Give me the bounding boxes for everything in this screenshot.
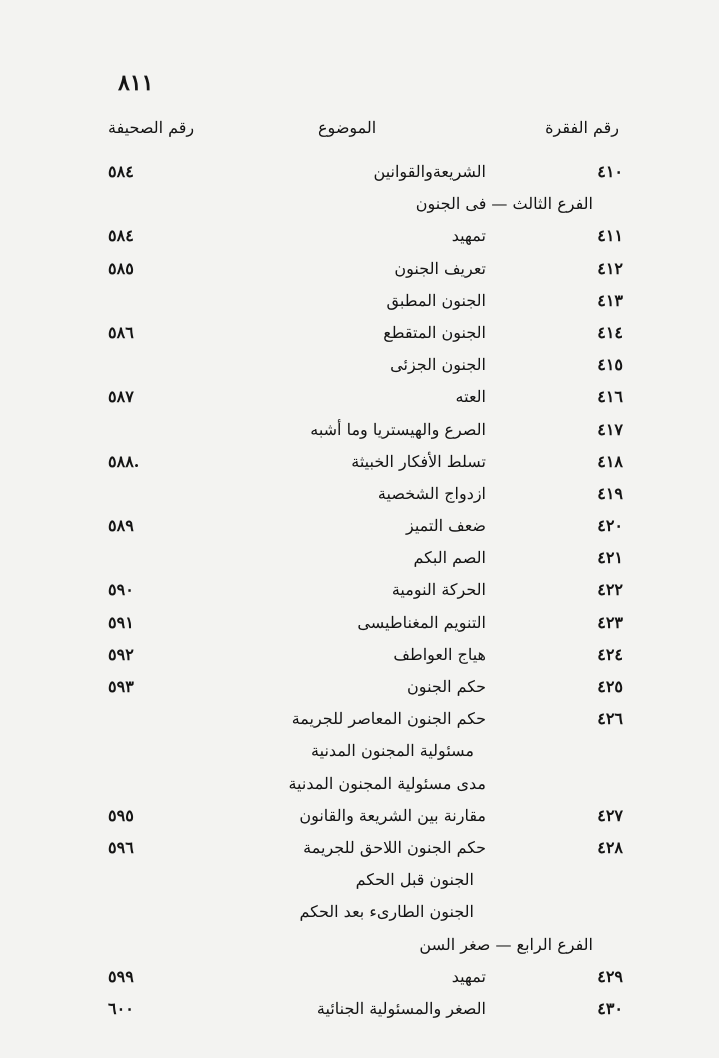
topic-title: مقارنة بين الشريعة والقانون <box>299 805 486 825</box>
subtopic-title: مسئولية المجنون المدنية <box>311 741 474 761</box>
toc-row <box>0 514 719 546</box>
toc-row <box>0 836 719 868</box>
toc-row <box>0 804 719 836</box>
paragraph-number: ٤١١ <box>597 226 623 246</box>
paragraph-number: ٤١٨ <box>597 451 623 471</box>
topic-title: الصرع والهيستريا وما أشبه <box>310 419 486 439</box>
paragraph-number: ٤٢٧ <box>597 805 623 825</box>
header-page-number: رقم الصحيفة <box>108 118 195 137</box>
page-reference: ٥٩٥ <box>108 805 134 825</box>
toc-row <box>0 418 719 450</box>
topic-title: ضعف التميز <box>405 516 486 536</box>
page-reference: ٥٨٥ <box>108 258 134 278</box>
topic-title: تمهيد <box>451 966 486 986</box>
topic-title: حكم الجنون المعاصر للجريمة <box>291 709 486 729</box>
paragraph-number: ٤١٣ <box>597 290 623 310</box>
subtopic-title: مدى مسئولية المجنون المدنية <box>288 773 486 793</box>
paragraph-number: ٤١٠ <box>597 162 623 181</box>
page-reference: ٥٩٩ <box>108 966 134 986</box>
paragraph-number: ٤٢٦ <box>597 709 623 729</box>
page-reference: ٥٨٦ <box>108 322 134 342</box>
toc-subtopic <box>0 739 719 771</box>
page-reference: ٥٩٠ <box>108 580 134 600</box>
paragraph-number: ٤١٦ <box>597 387 623 407</box>
topic-title: حكم الجنون اللاحق للجريمة <box>303 837 486 857</box>
paragraph-number: ٤٢٩ <box>597 966 623 986</box>
paragraph-number: ٤١٥ <box>597 355 623 375</box>
toc-subtopic <box>0 868 719 900</box>
toc-row <box>0 546 719 578</box>
subtopic-title: الجنون قبل الحكم <box>355 870 474 890</box>
topic-title: الجنون المطبق <box>386 290 486 310</box>
topic-title: الشريعةوالقوانين <box>373 162 486 181</box>
toc-row <box>0 611 719 643</box>
topic-title: الجنون الجزئى <box>390 355 486 375</box>
topic-title: تمهيد <box>451 226 486 246</box>
toc-subtopic <box>0 900 719 932</box>
page-reference: ٥٩٦ <box>108 837 134 857</box>
paragraph-number: ٤١٢ <box>597 258 623 278</box>
paragraph-number: ٤١٤ <box>597 322 623 342</box>
topic-title: ازدواج الشخصية <box>377 483 486 503</box>
page-reference: ٥٨٧ <box>108 387 134 407</box>
toc-row <box>0 965 719 997</box>
toc-row <box>0 321 719 353</box>
paragraph-number: ٤٢٨ <box>597 837 623 857</box>
toc-row <box>0 997 719 1029</box>
paragraph-number: ٤٢١ <box>597 548 623 568</box>
topic-title: حكم الجنون <box>407 677 486 696</box>
subtopic-title: الجنون الطارىء بعد الحكم <box>299 902 474 922</box>
page-reference: ٥٩٣ <box>108 677 134 696</box>
toc-row <box>0 675 719 707</box>
header-paragraph-number: رقم الفقرة <box>545 118 619 137</box>
topic-title: التنويم المغناطيسى <box>357 612 486 632</box>
toc-row <box>0 482 719 514</box>
table-of-contents <box>0 160 719 1029</box>
page-reference: ٦٠٠ <box>108 998 134 1018</box>
page-reference: ٥٨٤ <box>108 226 134 246</box>
page-reference: ٥٨٤ <box>108 162 134 181</box>
toc-section-heading <box>0 192 719 224</box>
page-reference: .٥٨٨ <box>108 451 140 471</box>
paragraph-number: ٤١٧ <box>597 419 623 439</box>
paragraph-number: ٤٢٤ <box>597 644 623 664</box>
section-title: الفرع الثالث — فى الجنون <box>415 194 593 214</box>
topic-title: الحركة النومية <box>391 580 486 600</box>
topic-title: هياج العواطف <box>393 644 486 664</box>
toc-row <box>0 385 719 417</box>
toc-row <box>0 224 719 256</box>
toc-row <box>0 160 719 192</box>
topic-title: الجنون المتقطع <box>383 322 486 342</box>
topic-title: الصم البكم <box>413 548 486 568</box>
toc-row <box>0 707 719 739</box>
page-reference: ٥٩٢ <box>108 644 134 664</box>
toc-row <box>0 578 719 610</box>
topic-title: الصغر والمسئولية الجنائية <box>316 998 486 1018</box>
paragraph-number: ٤٢٠ <box>597 516 623 536</box>
toc-row <box>0 353 719 385</box>
topic-title: تسلط الأفكار الخبيثة <box>351 451 486 471</box>
page-reference: ٥٨٩ <box>108 516 134 536</box>
paragraph-number: ٤٢٢ <box>597 580 623 600</box>
topic-title: العته <box>455 387 486 407</box>
page-reference: ٥٩١ <box>108 612 134 632</box>
paragraph-number: ٤٣٠ <box>597 998 623 1018</box>
toc-row <box>0 289 719 321</box>
section-title: الفرع الرابع — صغر السن <box>419 934 593 954</box>
toc-row <box>0 257 719 289</box>
toc-row <box>0 643 719 675</box>
paragraph-number: ٤٢٣ <box>597 612 623 632</box>
header-topic: الموضوع <box>318 118 377 137</box>
toc-section-heading <box>0 933 719 965</box>
topic-title: تعريف الجنون <box>394 258 486 278</box>
page-number: ٨١١ <box>118 70 154 96</box>
paragraph-number: ٤١٩ <box>597 483 623 503</box>
toc-subtopic <box>0 772 719 804</box>
paragraph-number: ٤٢٥ <box>597 677 623 696</box>
toc-row <box>0 450 719 482</box>
